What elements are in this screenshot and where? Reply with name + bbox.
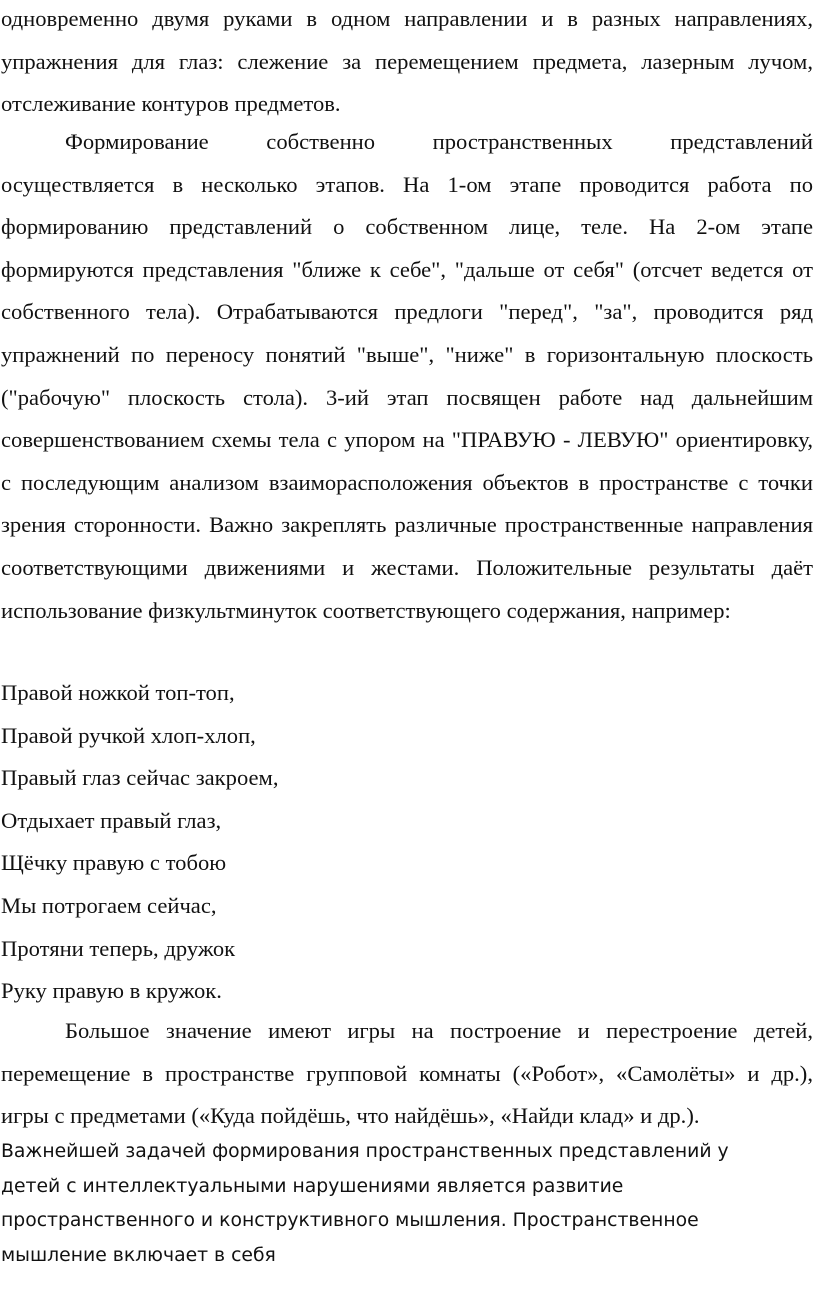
paragraph-games: Большое значение имеют игры на построение и перестроение детей, перемещение в пространстве групповой комнаты («Робот», «Самолёты» и др.), игры с предметами («Куда пойдёшь, что найдёшь», «Найди клад» и др.).	[1, 1018, 813, 1129]
poem-line: Щёчку правую с тобою	[1, 850, 227, 876]
poem	[1, 672, 813, 1013]
poem-line: Правый глаз сейчас закроем,	[1, 765, 279, 791]
poem-line: Правой ножкой топ-топ,	[1, 680, 235, 705]
paragraph-spatial-stages: Формирование собственно пространственных представлений осуществляется в несколько этапов. На 1-ом этапе проводится работа по формированию представлений о собственном лице, теле. На 2-ом этапе формируются представления "ближе к себе", "дальше от себя" (отсчет ведется от собственного тела). Отрабатываются предлоги "перед", "за", проводится ряд упражнений по переносу понятий "выше", "ниже" в горизонтальную плоскость ("рабочую" плоскость стола). 3-ий этап посвящен работе над дальнейшим совершенствованием схемы тела с упором на "ПРАВУЮ - ЛЕВУЮ" ориентировку, с последующим анализом взаиморасположения объектов в пространстве с точки зрения сторонности. Важно закреплять различные пространственные направления соответствующими движениями и жестами. Положительные результаты даёт использование физкультминуток соответствующего содержания, например:	[1, 129, 813, 623]
poem-line: Протяни теперь, дружок	[1, 935, 236, 961]
paragraph-exercises: одновременно двумя руками в одном направлении и в разных направлениях, упражнения для глаз: слежение за перемещением предмета, лазерным лучом, отслеживание контуров предметов.	[1, 6, 813, 117]
poem-line: Мы потрогаем сейчас,	[1, 892, 217, 918]
poem-line: Отдыхает правый глаз,	[1, 807, 222, 833]
poem-line: Руку правую в кружок.	[1, 978, 222, 1004]
poem-line: Правой ручкой хлоп-хлоп,	[1, 722, 256, 748]
paragraph-spatial-thinking: Важнейшей задачей формирования пространственных представлений у детей с интеллектуальными нарушениями является развитие пространственного и конструктивного мышления. Пространственное мышление включает в себя	[1, 1141, 729, 1266]
